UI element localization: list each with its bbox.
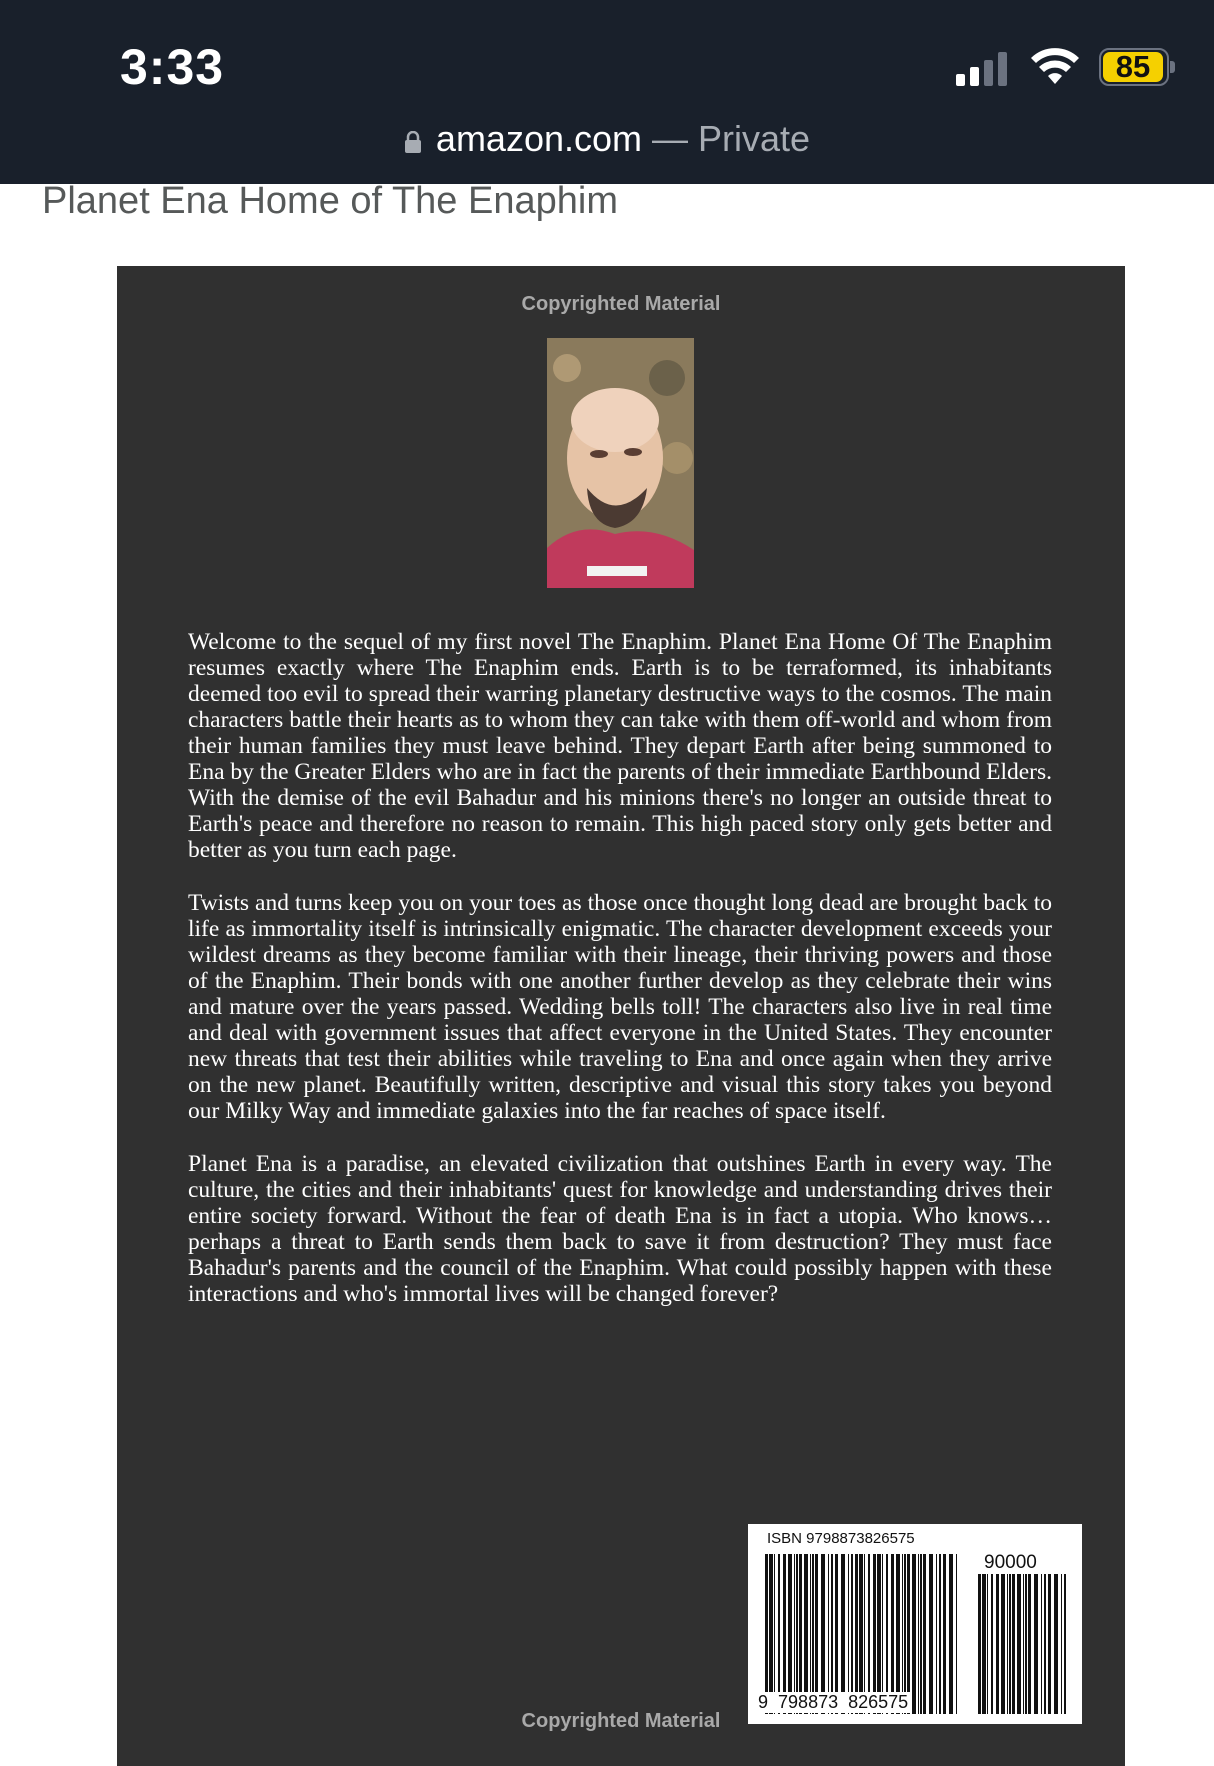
isbn-number: ISBN 9798873826575 bbox=[767, 1530, 915, 1547]
battery-level: 85 bbox=[1103, 52, 1163, 82]
price-code: 90000 bbox=[984, 1552, 1037, 1573]
book-back-cover[interactable] bbox=[117, 266, 1125, 1766]
status-time: 3:33 bbox=[120, 39, 225, 95]
barcode-digits: 9 798873 826575 bbox=[758, 1692, 909, 1712]
blurb-paragraph-3: Planet Ena is a paradise, an elevated civilization that outshines Earth in every way. The culture, the cities and their inhabitants' quest for knowledge and understanding drives their entire society forward. Without the fear of death Ena is in fact a utopia. Who knows…perhaps a threat to Earth sends them back to save it from destruction? They must face Bahadur's parents and the council of the Enaphim. What could possibly happen with these interactions and who's immortal lives will be changed forever? bbox=[188, 1151, 1052, 1307]
barcode-addon-bars bbox=[974, 1574, 1069, 1714]
blurb-paragraph-2: Twists and turns keep you on your toes as those once thought long dead are brought back to life as immortality itself is intrinsically enigmatic. The character development exceeds your wildest dreams as they become familiar with their lineage, their thriving powers and those of the Enaphim. Their bonds with one another further develop as they celebrate their wins and mature over the years passed. Wedding bells toll! The characters also live in real time and deal with government issues that affect everyone in the United States. They encounter new threats that test their abilities while traveling to Ena and once again when they arrive on the new planet. Beautifully written, descriptive and visual this story takes you beyond our Milky Way and immediate galaxies into the far reaches of space itself. bbox=[188, 890, 1052, 1124]
url-bar[interactable] bbox=[0, 114, 1214, 164]
isbn-barcode bbox=[748, 1524, 1082, 1724]
private-label: — Private bbox=[642, 118, 811, 159]
url-domain: amazon.com bbox=[435, 118, 643, 159]
blurb-paragraph-1: Welcome to the sequel of my first novel The Enaphim. Planet Ena Home Of The Enaphim resumes exactly where The Enaphim ends. Earth is to be terraformed, its inhabitants deemed too evil to spread their warring planetary destructive ways to the cosmos. The main characters battle their hearts as to whom they can take with them off-world and whom from their human families they must leave behind. They depart Earth after being summoned to Ena by the Greater Elders who are in fact the parents of their immediate Earthbound Elders. With the demise of the evil Bahadur and his minions there's no longer an outside threat to Earth's peace and therefore no reason to remain. This high paced story only gets better and better as you turn each page. bbox=[188, 629, 1052, 863]
page-title: Planet Ena Home of The Enaphim bbox=[42, 180, 618, 222]
ios-top-bar bbox=[0, 0, 1214, 184]
author-photo bbox=[547, 338, 694, 588]
battery-icon bbox=[1099, 48, 1169, 86]
copyright-label-bottom: Copyrighted Material bbox=[521, 1710, 721, 1732]
book-blurb bbox=[188, 629, 1052, 1334]
barcode-bars bbox=[761, 1554, 961, 1714]
copyright-label-top: Copyrighted Material bbox=[521, 293, 721, 315]
lock-icon bbox=[404, 131, 422, 153]
wifi-icon bbox=[1030, 46, 1080, 86]
cellular-signal-icon bbox=[956, 50, 1012, 86]
